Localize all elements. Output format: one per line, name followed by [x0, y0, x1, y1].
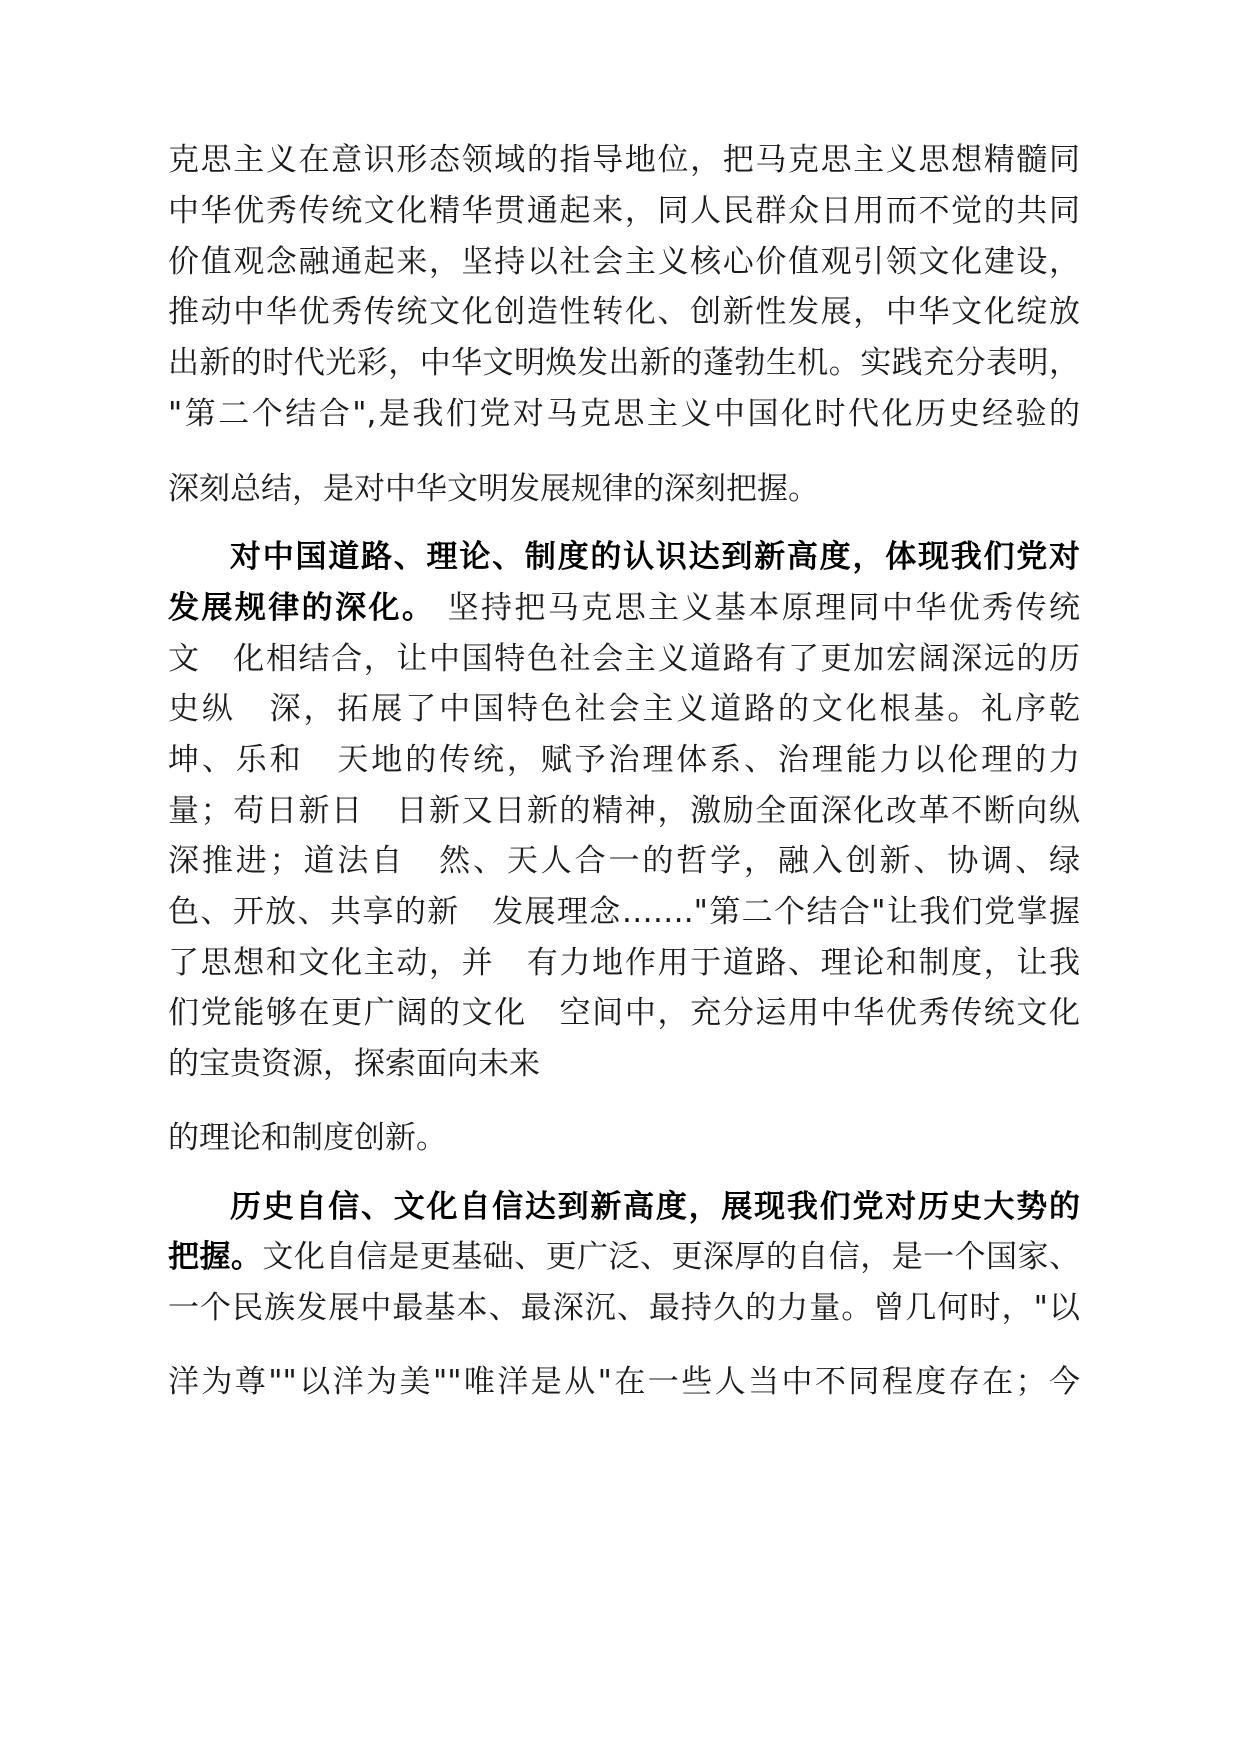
paragraph-2-line-11: 的宝贵资源，探索面向未来: [168, 1046, 540, 1082]
paragraph-2-line-2-text: 坚持把马克思主义基本原理同中华优秀传统: [435, 590, 1080, 626]
paragraph-2-heading-line-2: 发展规律的深化。: [168, 590, 436, 626]
paragraph-2-line-3: 文 化相结合，让中国特色社会主义道路有了更加宏阔深远的历: [168, 641, 1080, 677]
paragraph-1-line-5: 出新的时代光彩，中华文明焕发出新的蓬勃生机。实践充分表明，: [168, 345, 1080, 381]
paragraph-3-line-2-text: 文化自信是更基础、更广泛、更深厚的自信，是一个国家、: [262, 1239, 1080, 1275]
paragraph-1-line-3: 价值观念融通起来，坚持以社会主义核心价值观引领文化建设，: [168, 244, 1080, 280]
paragraph-2-line-5: 坤、乐和 天地的传统，赋予治理体系、治理能力以伦理的力: [168, 742, 1080, 778]
paragraph-1-line-7: 深刻总结，是对中华文明发展规律的深刻把握。: [168, 471, 819, 507]
paragraph-2-line-7: 深推进；道法自 然、天人合一的哲学，融入创新、协调、绿: [168, 843, 1080, 879]
paragraph-1-line-6: "第二个结合",是我们党对马克思主义中国化时代化历史经验的: [168, 396, 1080, 432]
paragraph-2-line-12: 的理论和制度创新。: [168, 1120, 447, 1156]
paragraph-2-line-4: 史纵 深，拓展了中国特色社会主义道路的文化根基。礼序乾: [168, 691, 1080, 727]
paragraph-3-heading-line-2: 把握。: [168, 1239, 263, 1275]
paragraph-1-line-4: 推动中华优秀传统文化创造性转化、创新性发展，中华文化绽放: [168, 294, 1080, 330]
paragraph-1-line-2: 中华优秀传统文化精华贯通起来，同人民群众日用而不觉的共同: [168, 193, 1080, 229]
paragraph-3-line-3: 一个民族发展中最基本、最深沉、最持久的力量。曾几何时，"以: [168, 1290, 1080, 1326]
paragraph-3-line-2: [168, 1237, 1080, 1277]
paragraph-2-line-10: 们党能够在更广阔的文化 空间中，充分运用中华优秀传统文化: [168, 995, 1080, 1031]
paragraph-3-line-4: 洋为尊""以洋为美""唯洋是从"在一些人当中不同程度存在；今: [168, 1364, 1080, 1400]
paragraph-1-line-1: 克思主义在意识形态领域的指导地位，把马克思主义思想精髓同: [168, 142, 1080, 178]
paragraph-2-heading-line-1: 对中国道路、理论、制度的认识达到新高度，体现我们党对: [230, 539, 1080, 575]
paragraph-3-heading-line-1: 历史自信、文化自信达到新高度，展现我们党对历史大势的: [230, 1189, 1080, 1225]
paragraph-2-line-8: 色、开放、共享的新 发展理念……."第二个结合"让我们党掌握: [168, 894, 1080, 930]
paragraph-2-line-2: [168, 588, 1080, 628]
paragraph-2-line-9: 了思想和文化主动，并 有力地作用于道路、理论和制度，让我: [168, 945, 1080, 981]
paragraph-2-line-6: 量；苟日新日 日新又日新的精神，激励全面深化改革不断向纵: [168, 793, 1080, 829]
